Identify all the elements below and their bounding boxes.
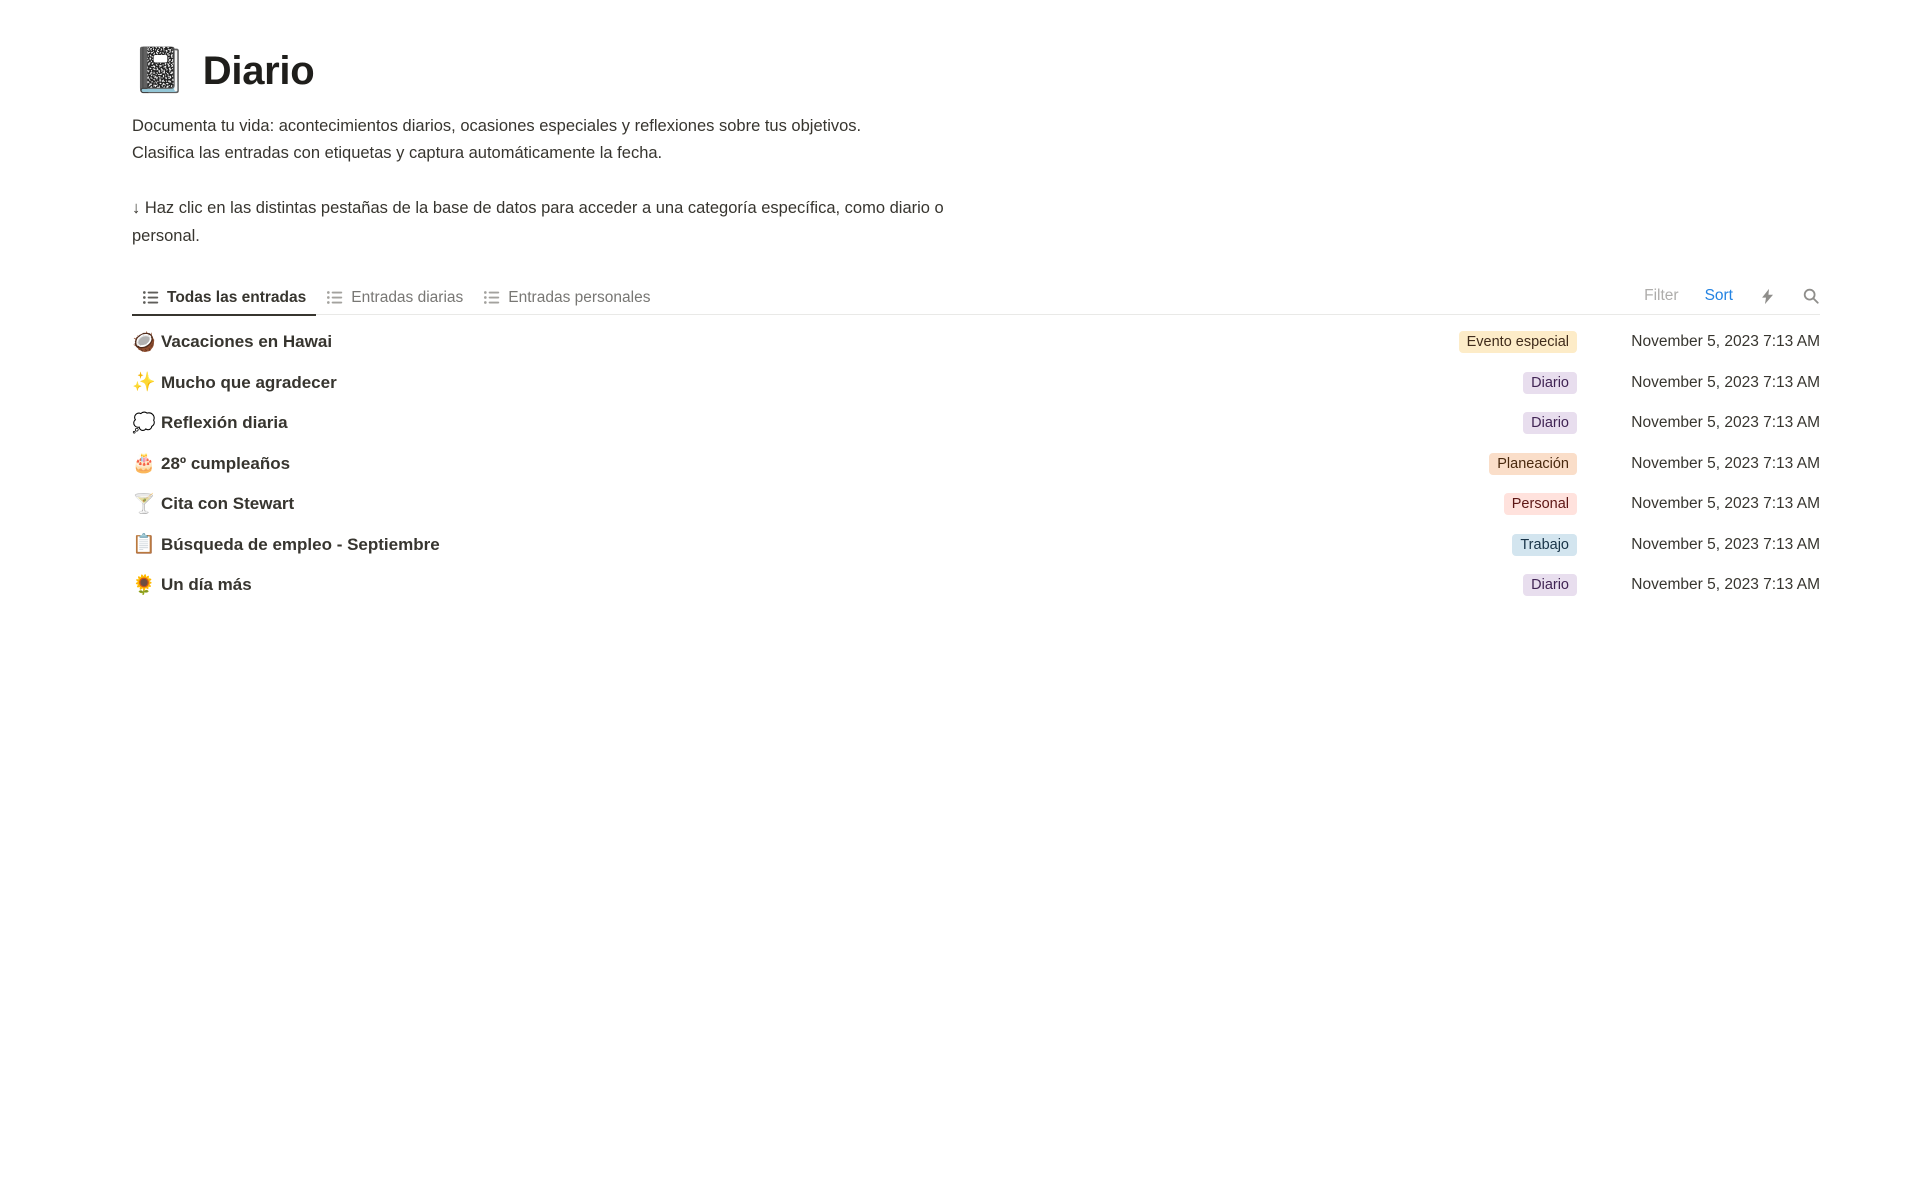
row-date: November 5, 2023 7:13 AM [1631,535,1820,553]
row-page-emoji: 🍸 [132,493,156,515]
row-page-emoji: 🥥 [132,331,156,353]
description-line-2: Clasifica las entradas con etiquetas y captura automáticamente la fecha. [132,144,663,162]
page-content [132,0,1820,606]
tab-label: Todas las entradas [167,288,307,306]
row-page-title: Búsqueda de empleo - Septiembre [161,534,440,554]
row-page-title: Mucho que agradecer [161,372,337,392]
tag-pill: Diario [1523,412,1577,434]
tag-pill: Diario [1523,574,1577,596]
table-row[interactable] [132,565,1820,606]
tab-label: Entradas diarias [351,288,464,306]
tag-pill: Trabajo [1512,534,1577,556]
tab-entradas-diarias[interactable] [316,284,473,316]
table-row[interactable] [132,444,1820,485]
row-page-emoji: 💭 [132,412,156,434]
filter-button[interactable]: Filter [1644,287,1679,304]
row-page-emoji: 🎂 [132,453,156,475]
row-date: November 5, 2023 7:13 AM [1631,373,1820,391]
instructions-line-2: personal. [132,227,200,245]
description-line-1: Documenta tu vida: acontecimientos diarios, ocasiones especiales y reflexiones sobre tus objetivos. [132,117,862,135]
row-page-title: 28º cumpleaños [161,453,291,473]
sort-button[interactable]: Sort [1704,287,1733,304]
row-page-emoji: ✨ [132,372,156,394]
page-header [132,46,1820,96]
table-row[interactable] [132,322,1820,363]
search-button[interactable] [1802,287,1820,305]
table-row[interactable] [132,525,1820,566]
row-page-title: Cita con Stewart [161,494,295,514]
tag-pill: Planeación [1489,453,1577,475]
row-page-emoji: 📋 [132,534,156,556]
database-tabbar [132,281,1820,315]
page-title: Diario [202,48,315,93]
view-tabs [132,284,660,315]
row-date: November 5, 2023 7:13 AM [1631,576,1820,594]
tab-todas-las-entradas[interactable] [132,284,316,316]
row-date: November 5, 2023 7:13 AM [1631,454,1820,472]
database-toolbar [1644,287,1820,314]
row-page-title: Vacaciones en Hawai [161,332,333,352]
row-date: November 5, 2023 7:13 AM [1631,333,1820,351]
tab-entradas-personales[interactable] [473,284,660,316]
table-row[interactable] [132,403,1820,444]
row-page-title: Un día más [161,575,252,595]
instructions-line-1: ↓ Haz clic en las distintas pestañas de la base de datos para acceder a una categoría específica, como diario o [132,199,944,217]
row-date: November 5, 2023 7:13 AM [1631,495,1820,513]
tag-pill: Evento especial [1459,331,1577,353]
list-view-icon [326,289,343,306]
row-page-title: Reflexión diaria [161,413,288,433]
database-list-view [132,322,1820,606]
table-row[interactable] [132,484,1820,525]
lightning-button[interactable] [1759,288,1776,305]
list-view-icon [483,289,500,306]
table-row[interactable] [132,363,1820,404]
lightning-icon [1759,288,1776,305]
row-page-emoji: 🌻 [132,574,156,596]
tab-label: Entradas personales [508,288,651,306]
list-view-icon [142,289,159,306]
page-icon-notebook[interactable]: 📓 [132,46,187,95]
tag-pill: Diario [1523,372,1577,394]
row-date: November 5, 2023 7:13 AM [1631,414,1820,432]
page-instructions [132,194,1820,250]
tag-pill: Personal [1504,493,1577,515]
page-description [132,113,1820,167]
search-icon [1802,287,1820,305]
